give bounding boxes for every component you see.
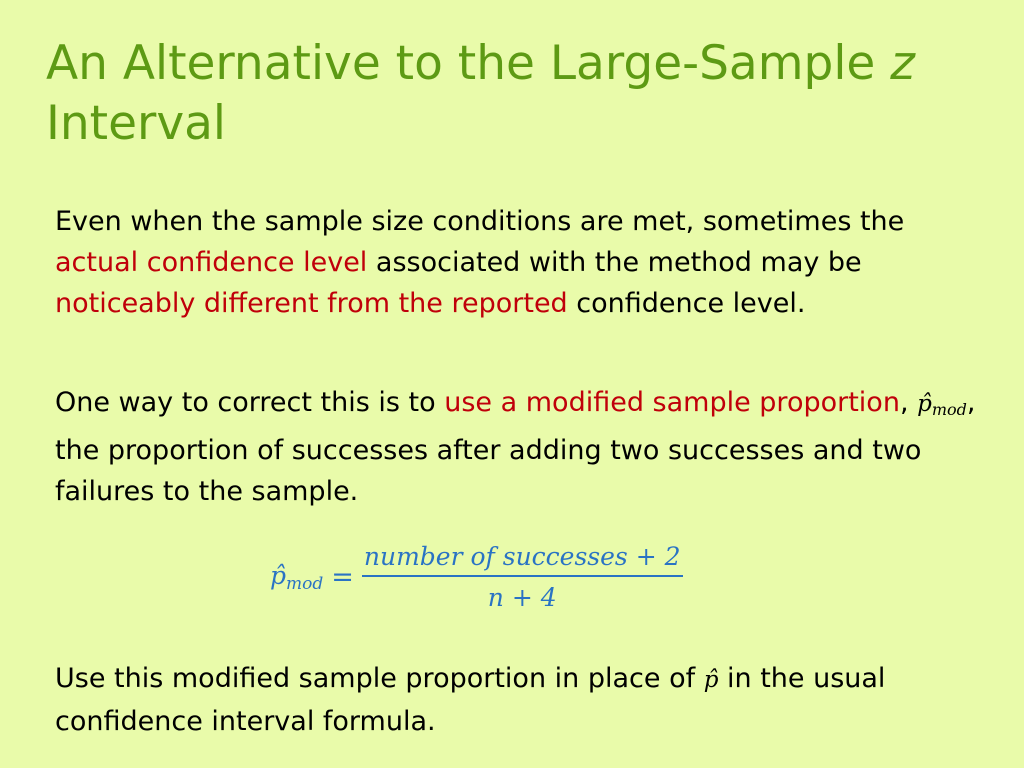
p1-highlight-2: noticeably different from the reported <box>55 288 568 319</box>
p2-math-symbol <box>917 391 967 417</box>
formula-fraction <box>362 542 683 612</box>
p2-text-2: , <box>899 387 918 418</box>
p2-text-3: , the proportion of successes after adding two successes and two failures to the sample. <box>55 387 976 507</box>
formula-lhs-symbol: p̂ <box>270 560 287 590</box>
p1-text-3: confidence level. <box>567 288 806 319</box>
paragraph-usage <box>55 658 995 742</box>
p1-text-2: associated with the method may be <box>367 247 862 278</box>
p3-text-2: in the usual confidence interval formula. <box>55 663 886 737</box>
p2-highlight-1: use a modified sample proportion <box>444 387 900 418</box>
p3-symbol: p̂ <box>703 667 719 693</box>
paragraph-actual-confidence <box>55 201 995 324</box>
formula-lhs-subscript: mod <box>286 573 324 594</box>
formula-lhs <box>270 561 323 594</box>
p1-highlight-1: actual confidence level <box>55 247 368 278</box>
title-text-part2: Interval <box>46 96 226 151</box>
formula-equals: = <box>331 561 354 593</box>
p2-text-1: One way to correct this is to <box>55 387 445 418</box>
title-variable: z <box>890 36 915 91</box>
title-text-part1: An Alternative to the Large-Sample <box>46 36 891 91</box>
p1-text-1: Even when the sample size conditions are met, sometimes the <box>55 206 905 237</box>
p2-symbol-subscript: mod <box>931 400 967 419</box>
formula-numerator: number of successes + 2 <box>363 542 681 571</box>
paragraph-modified-proportion <box>55 382 995 512</box>
p2-symbol: p̂ <box>917 391 932 417</box>
formula-denominator: n + 4 <box>487 583 557 612</box>
p3-text-1: Use this modified sample proportion in place of <box>55 663 704 694</box>
slide-title <box>46 34 986 154</box>
modified-proportion-formula <box>270 532 683 622</box>
